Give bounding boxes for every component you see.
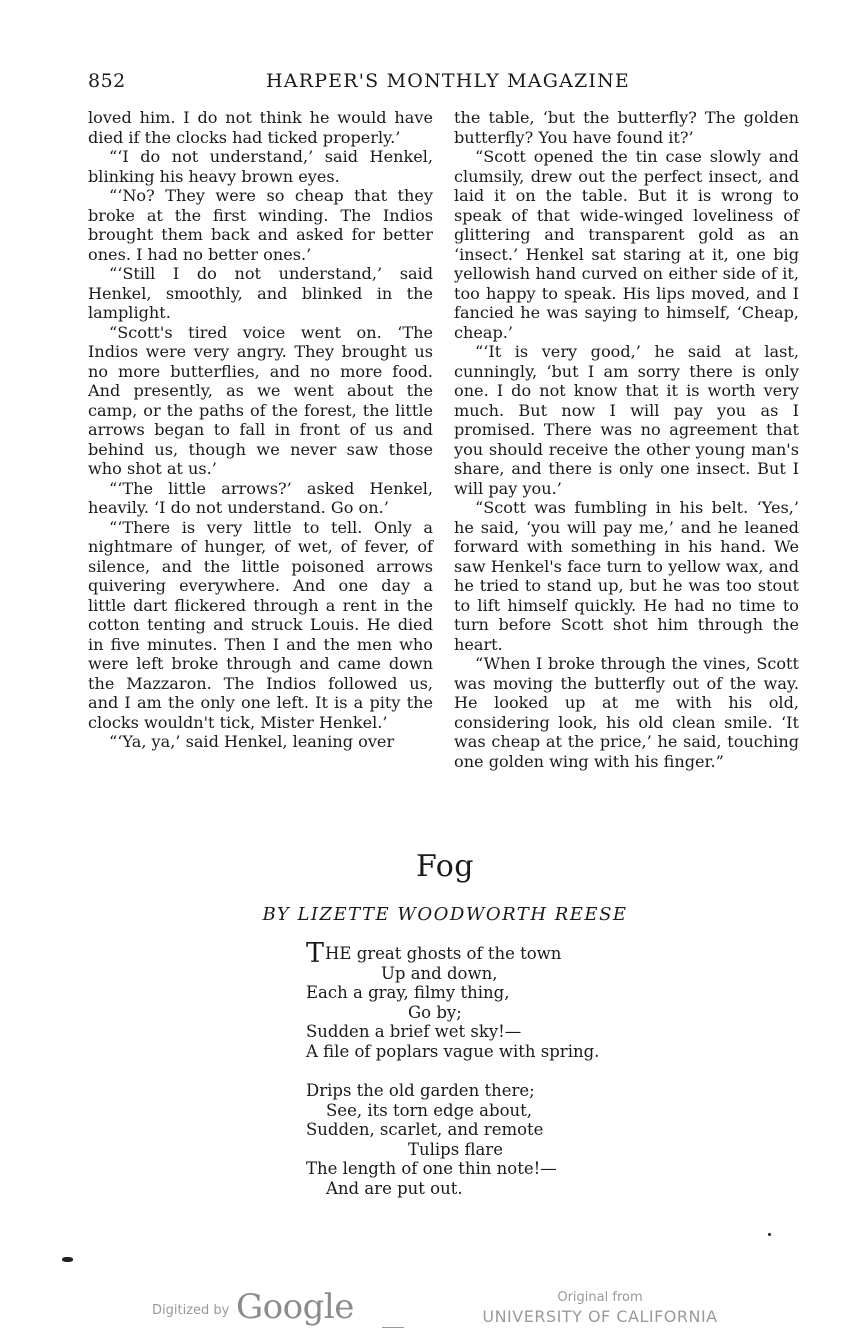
- paragraph: “Scott's tired voice went on. ‘The Indios were very angry. They brought us no more butterflies, and no more food. And presently, as we went about the camp, or the paths of the forest, the little arrows began to fall in front of us and behind us, though we never saw those who shot at us.’: [88, 322, 433, 478]
- paragraph: “When I broke through the vines, Scott was moving the butterfly out of the way. He looked up at me with his old, considering look, his old clean smile. ‘It was cheap at the price,’ he said, touching one golden wing with his finger.”: [454, 654, 799, 771]
- poem-line: Up and down,: [381, 963, 498, 983]
- paragraph: “‘It is very good,’ he said at last, cunningly, ‘but I am sorry there is only one. I do not know that it is worth very much. But now I will pay you as I promised. There was no agreement that you should receive the other young man's share, and there is only one insect. But I will pay you.’: [454, 342, 799, 498]
- poem-line: Tulips flare: [408, 1139, 503, 1159]
- running-head: HARPER'S MONTHLY MAGAZINE: [266, 70, 630, 92]
- scan-speck: [62, 1257, 73, 1262]
- paragraph: “‘Ya, ya,’ said Henkel, leaning over: [109, 732, 395, 751]
- story-column-right: [454, 108, 799, 771]
- poem-line: Each a gray, filmy thing,: [306, 983, 510, 1002]
- footer-divider: [382, 1327, 404, 1328]
- digitized-by-label: Digitized by: [152, 1303, 230, 1318]
- poem-line: Sudden, scarlet, and remote: [306, 1120, 544, 1139]
- paragraph: “‘No? They were so cheap that they broke at the first winding. The Indios brought them back and asked for better ones. I had no better ones.’: [88, 186, 433, 264]
- poem-byline: BY LIZETTE WOODWORTH REESE: [262, 904, 628, 925]
- poem-line: See, its torn edge about,: [326, 1100, 533, 1120]
- poem-line-text: HE great ghosts of the town: [325, 944, 562, 963]
- page-header: [0, 70, 850, 98]
- scan-speck: [768, 1233, 771, 1236]
- poem-line: Go by;: [408, 1002, 462, 1022]
- poem-line: And are put out.: [326, 1178, 463, 1198]
- university-name: UNIVERSITY OF CALIFORNIA: [482, 1307, 718, 1326]
- original-source: [480, 1290, 720, 1326]
- paragraph: “Scott was fumbling in his belt. ‘Yes,’ he said, ‘you will pay me,’ and he leaned forward with something in his hand. We saw Henkel's face turn to yellow wax, and he tried to stand up, but he was too stout to lift himself quickly. He had no time to turn before Scott shot him through the heart.: [454, 498, 799, 654]
- poem-line: Drips the old garden there;: [306, 1081, 535, 1100]
- paragraph: “‘The little arrows?’ asked Henkel, heavily. ‘I do not understand. Go on.’: [88, 478, 433, 517]
- poem-body: [306, 938, 666, 1218]
- poem-line: [306, 938, 666, 969]
- paragraph: “‘I do not understand,’ said Henkel, blinking his heavy brown eyes.: [88, 147, 433, 186]
- paragraph: “Scott opened the tin case slowly and clumsily, drew out the perfect insect, and laid it on the table. But it is wrong to speak of that wide-winged loveliness of glittering and transparent gold as an ‘insect.’ Henkel sat staring at it, one big yellowish hand curved on either side of it, too happy to speak. His lips moved, and I fancied he was saying to himself, ‘Cheap, cheap.’: [454, 147, 799, 342]
- paragraph: “‘Still I do not understand,’ said Henkel, smoothly, and blinked in the lamplight.: [88, 264, 433, 322]
- page-number: 852: [88, 70, 126, 92]
- story-column-left: [88, 108, 433, 752]
- poem-line: A file of poplars vague with spring.: [306, 1041, 600, 1061]
- paragraph: the table, ‘but the butterfly? The golden butterfly? You have found it?’: [454, 108, 799, 147]
- google-logo: Google: [236, 1287, 354, 1327]
- stanza: [306, 1081, 666, 1198]
- original-from-label: Original from: [557, 1290, 643, 1305]
- poem-title: Fog: [416, 849, 474, 884]
- digitized-by-google: [152, 1287, 412, 1332]
- poem-line: Sudden a brief wet sky!—: [306, 1022, 522, 1041]
- stanza: [306, 938, 666, 1061]
- paragraph: loved him. I do not think he would have died if the clocks had ticked properly.’: [88, 108, 433, 147]
- drop-cap: T: [306, 938, 325, 969]
- paragraph: “‘There is very little to tell. Only a nightmare of hunger, of wet, of fever, of silence, and the little poisoned arrows quivering everywhere. And one day a little dart flickered through a rent in the cotton tenting and struck Louis. He died in five minutes. Then I and the men who were left broke through and came down the Mazzaron. The Indios followed us, and I am the only one left. It is a pity the clocks wouldn't tick, Mister Henkel.’: [88, 517, 433, 732]
- poem-line: The length of one thin note!—: [306, 1159, 557, 1178]
